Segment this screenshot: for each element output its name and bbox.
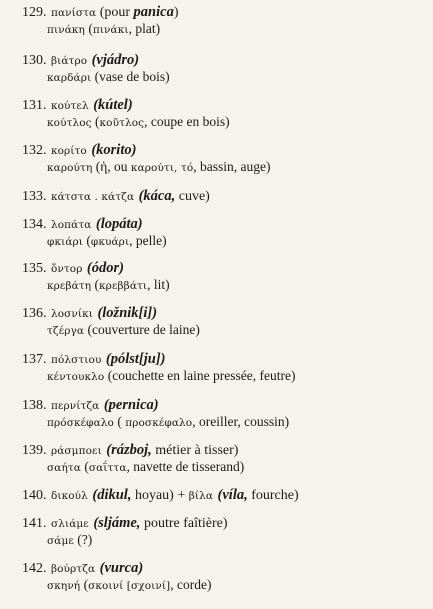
gloss-text-end: , corde) xyxy=(170,577,212,592)
greek-headword: κάτστα . κάτζα xyxy=(50,191,135,203)
gloss-text: (vase de bois) xyxy=(91,69,170,84)
transliteration: (káca, xyxy=(138,188,176,204)
greek-headword: ράσμποει xyxy=(50,445,102,457)
transliteration: (ódor) xyxy=(86,260,124,276)
entry-number: 140. xyxy=(22,488,47,503)
entry-gloss-line xyxy=(47,21,160,38)
entry-gloss-line xyxy=(47,532,92,549)
greek-headword: σλιάμε xyxy=(50,518,89,530)
entry-number: 136. xyxy=(22,306,47,321)
gloss-text-end: , navette de tisserand) xyxy=(126,459,245,474)
greek-variant: κοῦτλος xyxy=(99,117,145,129)
gloss-text-end: , lit) xyxy=(147,277,170,292)
french-gloss: (pour xyxy=(96,5,134,20)
gloss-text-end: , pelle) xyxy=(129,233,167,248)
entry-gloss-line xyxy=(47,577,211,594)
gloss-text-end: , oreiller, coussin) xyxy=(192,414,290,429)
entry-number: 142. xyxy=(22,561,47,576)
entry-number: 137. xyxy=(22,352,47,367)
greek-headword: λοσνίκι xyxy=(50,308,93,320)
entry-gloss-line xyxy=(47,233,167,250)
greek-headword: βιάτρο xyxy=(50,55,88,67)
entry-headword-line xyxy=(22,97,133,114)
transliteration: (rázboj, xyxy=(106,442,152,458)
greek-equivalent: σαήτα xyxy=(47,462,81,474)
greek-equivalent: κούτλος xyxy=(47,117,92,129)
greek-equivalent: σάμε xyxy=(47,535,74,547)
entry-headword-line xyxy=(22,4,179,21)
entry-number: 134. xyxy=(22,217,47,232)
transliteration: (vurca) xyxy=(99,560,144,576)
gloss-text: ( xyxy=(113,414,126,429)
french-gloss-close: ) xyxy=(173,5,179,20)
entry-gloss-line xyxy=(47,277,170,294)
entry-headword-line xyxy=(22,442,238,459)
entry-number: 131. xyxy=(22,98,47,113)
greek-equivalent: τζέργα xyxy=(47,325,85,337)
gloss-text: (couchette en laine pressée, feutre) xyxy=(104,368,296,383)
greek-headword: κούτελ xyxy=(50,100,89,112)
greek-headword: κορίτο xyxy=(50,145,87,157)
entry-gloss-line xyxy=(47,459,244,476)
entry-headword-line xyxy=(22,397,159,414)
entry-headword-line xyxy=(22,216,143,233)
entry-gloss-line xyxy=(47,368,296,385)
greek-headword: ὅντορ xyxy=(50,263,83,275)
entry-gloss-line xyxy=(47,114,230,131)
entry-number: 138. xyxy=(22,398,47,413)
transliteration: (kútel) xyxy=(93,97,133,113)
transliteration: (sljáme, xyxy=(93,515,141,531)
gloss-text-end: , bassin, auge) xyxy=(193,159,271,174)
gloss-text: ( xyxy=(80,459,89,474)
gloss-text: ( xyxy=(83,233,91,248)
transliteration: (lopáta) xyxy=(95,216,143,232)
gloss-text: ( xyxy=(80,577,89,592)
transliteration: (dikul, xyxy=(92,487,132,503)
entry-number: 141. xyxy=(22,516,47,531)
transliteration-second: (víla, xyxy=(217,487,248,503)
gloss-text-end: , coupe en bois) xyxy=(144,114,230,129)
greek-equivalent: φκιάρι xyxy=(47,236,84,248)
entry-gloss-line xyxy=(47,322,200,339)
greek-headword: πανίστα xyxy=(50,7,97,19)
greek-headword: περνίτζα xyxy=(50,400,100,412)
greek-equivalent: καρούτη xyxy=(47,162,93,174)
french-gloss: métier à tisser) xyxy=(151,443,239,458)
greek-equivalent: σκηνή xyxy=(47,580,81,592)
greek-equivalent: πρόσκέφαλο xyxy=(47,417,114,429)
entry-headword-line xyxy=(22,142,136,159)
french-gloss: cuve) xyxy=(175,189,210,204)
greek-variant: φκυάρι xyxy=(90,236,130,248)
greek-variant: σκοινί [σχοινί] xyxy=(88,580,171,592)
french-gloss: hoyau) + xyxy=(131,488,189,503)
gloss-text: (ἡ, ou xyxy=(92,159,131,174)
entry-headword-line xyxy=(22,260,124,277)
greek-headword: δικούλ xyxy=(50,490,88,502)
gloss-text-end: , plat) xyxy=(128,21,161,36)
greek-variant: κρεββάτι xyxy=(99,280,148,292)
greek-variant: προσκέφαλο xyxy=(125,417,193,429)
transliteration: (pernica) xyxy=(103,397,159,413)
entry-gloss-line xyxy=(47,69,170,86)
entry-number: 135. xyxy=(22,261,47,276)
transliteration: (vjádro) xyxy=(91,52,140,68)
greek-headword: πόλστιου xyxy=(50,354,102,366)
entry-headword-line xyxy=(22,351,166,368)
entry-headword-line xyxy=(22,188,210,205)
entry-headword-line xyxy=(22,560,143,577)
greek-variant: καρούτι, τό xyxy=(130,162,194,174)
entry-number: 139. xyxy=(22,443,47,458)
greek-equivalent: κρεβάτη xyxy=(47,280,92,292)
greek-variant: πινάκι xyxy=(92,24,129,36)
greek-equivalent: πινάκη xyxy=(47,24,85,36)
french-gloss-second: fourche) xyxy=(247,488,299,503)
greek-headword: λοπάτα xyxy=(50,219,92,231)
entry-headword-line xyxy=(22,487,299,504)
greek-headword-second: βίλα xyxy=(188,490,214,502)
entry-number: 132. xyxy=(22,143,47,158)
greek-variant: σαΐττα xyxy=(88,462,127,474)
entry-number: 130. xyxy=(22,53,47,68)
entry-headword-line xyxy=(22,515,228,532)
gloss-text: ( xyxy=(84,21,93,36)
greek-headword: βούρτζα xyxy=(50,563,96,575)
transliteration: (pólst[ju]) xyxy=(105,351,166,367)
gloss-text: (couverture de laine) xyxy=(84,322,200,337)
greek-equivalent: καρδάρι xyxy=(47,72,92,84)
french-gloss: poutre faîtière) xyxy=(140,516,228,531)
transliteration: (ložnik[i]) xyxy=(97,305,158,321)
entry-number: 129. xyxy=(22,5,47,20)
entry-headword-line xyxy=(22,52,139,69)
entry-number: 133. xyxy=(22,189,47,204)
gloss-text: ( xyxy=(91,277,100,292)
entry-gloss-line xyxy=(47,159,271,176)
transliteration: panica xyxy=(133,4,174,20)
gloss-text: ( xyxy=(91,114,100,129)
transliteration: (korito) xyxy=(91,142,137,158)
entry-gloss-line xyxy=(47,414,289,431)
greek-equivalent: κέντουκλο xyxy=(47,371,105,383)
entry-headword-line xyxy=(22,305,157,322)
gloss-text: (?) xyxy=(73,532,93,547)
